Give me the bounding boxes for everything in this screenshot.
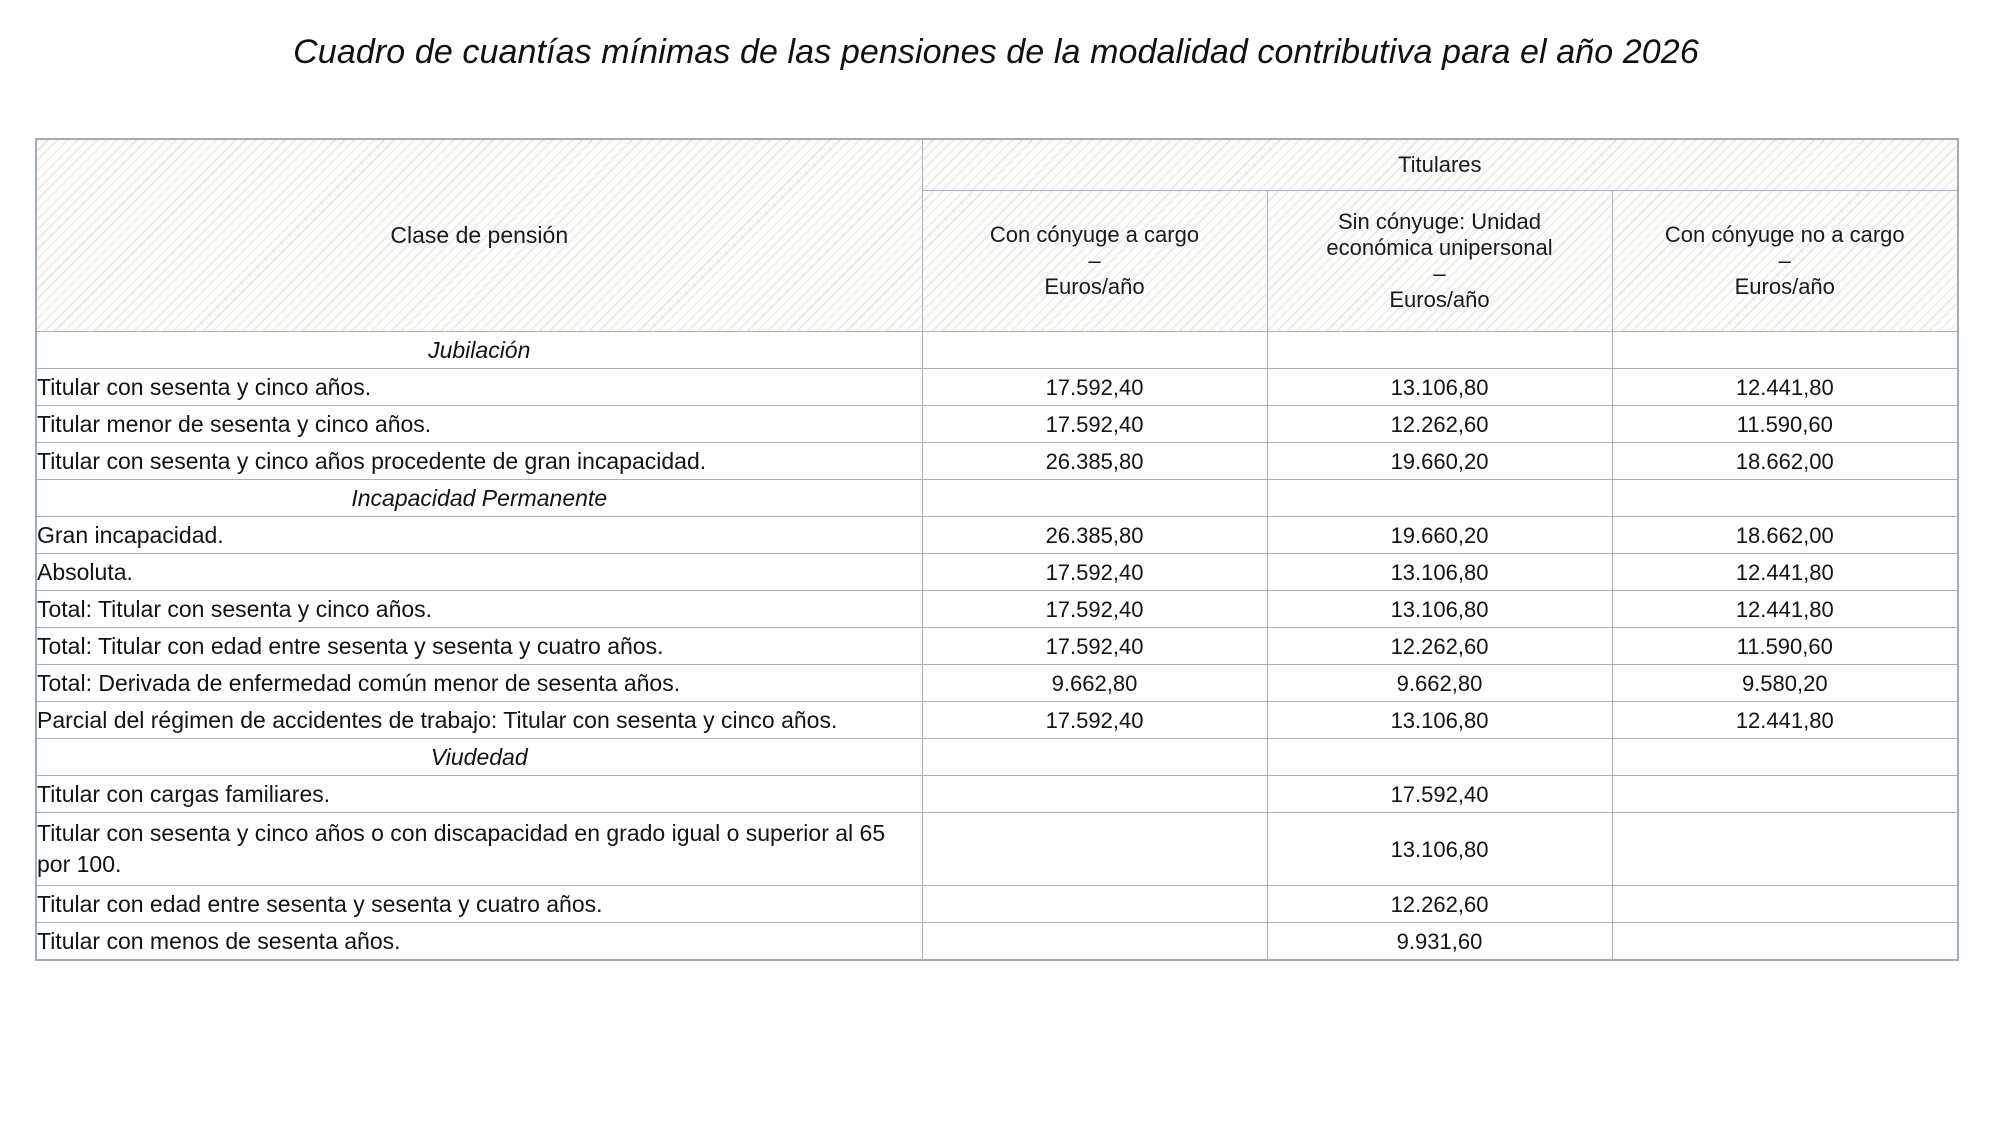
value-cell-empty xyxy=(922,923,1267,961)
table-body xyxy=(36,332,1958,961)
table-header xyxy=(36,139,1958,332)
section-title: Viudedad xyxy=(36,739,922,776)
row-label: Titular con sesenta y cinco años o con discapacidad en grado igual o superior al 65 por 100. xyxy=(36,813,922,886)
table-row xyxy=(36,923,1958,961)
header-units: Euros/año xyxy=(1044,274,1145,299)
table-row xyxy=(36,665,1958,702)
table-section-row xyxy=(36,332,1958,369)
row-label: Absoluta. xyxy=(36,554,922,591)
value-cell-2: 13.106,80 xyxy=(1267,369,1612,406)
value-cell-1: 17.592,40 xyxy=(922,554,1267,591)
column-header-con-conyuge-a-cargo xyxy=(922,191,1267,332)
value-cell-empty xyxy=(922,886,1267,923)
column-header-con-conyuge-no-a-cargo xyxy=(1612,191,1958,332)
table-section-row xyxy=(36,480,1958,517)
table-row xyxy=(36,554,1958,591)
value-cell-2: 13.106,80 xyxy=(1267,591,1612,628)
header-dash: – xyxy=(1433,261,1446,286)
table-row xyxy=(36,628,1958,665)
value-cell-2: 19.660,20 xyxy=(1267,443,1612,480)
row-label: Parcial del régimen de accidentes de trabajo: Titular con sesenta y cinco años. xyxy=(36,702,922,739)
value-cell-2: 12.262,60 xyxy=(1267,886,1612,923)
value-cell-3: 12.441,80 xyxy=(1612,591,1958,628)
value-cell-1: 26.385,80 xyxy=(922,517,1267,554)
value-cell-3: 12.441,80 xyxy=(1612,702,1958,739)
value-cell-3: 18.662,00 xyxy=(1612,517,1958,554)
column-header-sin-conyuge-unidad-economica-unipersonal xyxy=(1267,191,1612,332)
value-cell-2: 13.106,80 xyxy=(1267,702,1612,739)
row-label: Gran incapacidad. xyxy=(36,517,922,554)
value-cell-2: 17.592,40 xyxy=(1267,776,1612,813)
value-cell-3: 11.590,60 xyxy=(1612,628,1958,665)
pension-table-container xyxy=(35,138,1957,961)
value-cell-2: 13.106,80 xyxy=(1267,813,1612,886)
table-row xyxy=(36,886,1958,923)
column-header-clase-de-pension: Clase de pensión xyxy=(36,139,922,332)
row-label: Titular con sesenta y cinco años procedente de gran incapacidad. xyxy=(36,443,922,480)
value-cell-empty xyxy=(1612,739,1958,776)
value-cell-2: 9.662,80 xyxy=(1267,665,1612,702)
table-row xyxy=(36,369,1958,406)
value-cell-1: 17.592,40 xyxy=(922,628,1267,665)
value-cell-3: 12.441,80 xyxy=(1612,554,1958,591)
value-cell-1: 26.385,80 xyxy=(922,443,1267,480)
value-cell-1: 9.662,80 xyxy=(922,665,1267,702)
header-line-2: económica unipersonal xyxy=(1326,235,1553,260)
row-label: Titular con cargas familiares. xyxy=(36,776,922,813)
row-label: Titular menor de sesenta y cinco años. xyxy=(36,406,922,443)
header-dash: – xyxy=(1778,248,1791,273)
value-cell-empty xyxy=(922,332,1267,369)
row-label: Titular con menos de sesenta años. xyxy=(36,923,922,961)
header-units: Euros/año xyxy=(1734,274,1835,299)
value-cell-1: 17.592,40 xyxy=(922,702,1267,739)
table-header-row-group xyxy=(36,139,1958,191)
value-cell-empty xyxy=(1267,739,1612,776)
value-cell-3: 11.590,60 xyxy=(1612,406,1958,443)
value-cell-empty xyxy=(922,739,1267,776)
table-row xyxy=(36,813,1958,886)
header-line-1: Con cónyuge a cargo xyxy=(989,222,1200,247)
row-label: Total: Titular con edad entre sesenta y sesenta y cuatro años. xyxy=(36,628,922,665)
table-row xyxy=(36,517,1958,554)
section-title: Jubilación xyxy=(36,332,922,369)
value-cell-1: 17.592,40 xyxy=(922,591,1267,628)
value-cell-1: 17.592,40 xyxy=(922,369,1267,406)
value-cell-empty xyxy=(922,480,1267,517)
column-header-titulares: Titulares xyxy=(922,139,1958,191)
value-cell-2: 13.106,80 xyxy=(1267,554,1612,591)
table-row xyxy=(36,443,1958,480)
row-label: Total: Derivada de enfermedad común menor de sesenta años. xyxy=(36,665,922,702)
value-cell-empty xyxy=(1612,813,1958,886)
table-section-row xyxy=(36,739,1958,776)
value-cell-empty xyxy=(1267,332,1612,369)
value-cell-empty xyxy=(1612,332,1958,369)
value-cell-empty xyxy=(1267,480,1612,517)
table-row xyxy=(36,702,1958,739)
value-cell-empty xyxy=(1612,776,1958,813)
value-cell-empty xyxy=(1612,886,1958,923)
header-dash: – xyxy=(1088,248,1101,273)
value-cell-empty xyxy=(922,776,1267,813)
table-row xyxy=(36,776,1958,813)
header-units: Euros/año xyxy=(1389,287,1490,312)
value-cell-3: 9.580,20 xyxy=(1612,665,1958,702)
row-label: Titular con edad entre sesenta y sesenta y cuatro años. xyxy=(36,886,922,923)
header-line-1: Sin cónyuge: Unidad xyxy=(1337,209,1542,234)
value-cell-2: 12.262,60 xyxy=(1267,628,1612,665)
header-line-1: Con cónyuge no a cargo xyxy=(1664,222,1905,247)
value-cell-1: 17.592,40 xyxy=(922,406,1267,443)
section-title: Incapacidad Permanente xyxy=(36,480,922,517)
page-title: Cuadro de cuantías mínimas de las pensiones de la modalidad contributiva para el año 2026 xyxy=(293,33,1699,71)
value-cell-3: 12.441,80 xyxy=(1612,369,1958,406)
value-cell-2: 12.262,60 xyxy=(1267,406,1612,443)
row-label: Total: Titular con sesenta y cinco años. xyxy=(36,591,922,628)
table-row xyxy=(36,406,1958,443)
value-cell-empty xyxy=(922,813,1267,886)
table-row xyxy=(36,591,1958,628)
value-cell-3: 18.662,00 xyxy=(1612,443,1958,480)
pension-minimums-table xyxy=(35,138,1959,961)
value-cell-empty xyxy=(1612,923,1958,961)
row-label: Titular con sesenta y cinco años. xyxy=(36,369,922,406)
value-cell-empty xyxy=(1612,480,1958,517)
value-cell-2: 19.660,20 xyxy=(1267,517,1612,554)
value-cell-2: 9.931,60 xyxy=(1267,923,1612,961)
